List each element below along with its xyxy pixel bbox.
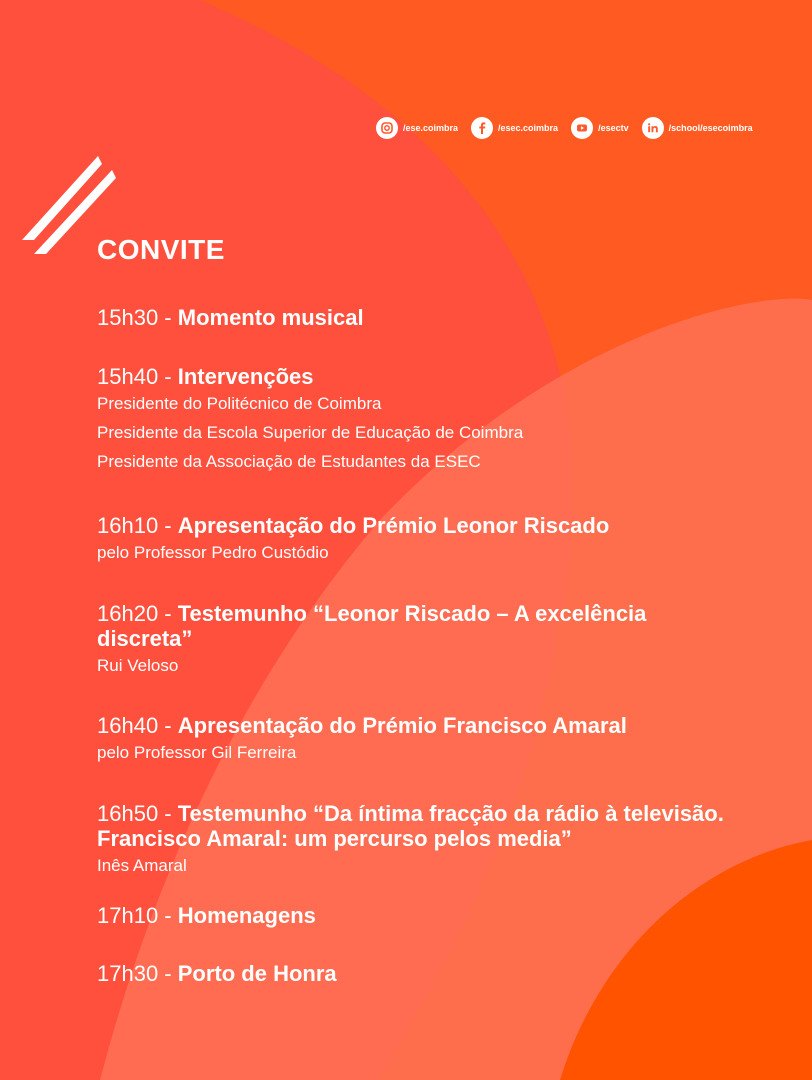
schedule-detail: Presidente do Politécnico de Coimbra	[97, 394, 382, 413]
schedule-event: Apresentação do Prémio Francisco Amaral	[177, 713, 627, 738]
social-link-linkedin[interactable]	[642, 117, 753, 139]
social-label: /school/esecoimbra	[668, 123, 753, 133]
schedule-item	[97, 513, 787, 567]
schedule-detail: Presidente da Associação de Estudantes da ESEC	[97, 452, 481, 471]
schedule-item	[97, 601, 707, 680]
schedule-item	[97, 801, 747, 880]
schedule-line	[97, 364, 787, 389]
schedule-detail: Rui Veloso	[97, 656, 179, 675]
schedule-item	[97, 903, 787, 928]
social-link-youtube[interactable]	[571, 117, 629, 139]
schedule-time: 17h10	[97, 903, 159, 928]
schedule-separator: -	[158, 801, 178, 826]
social-link-instagram[interactable]	[376, 117, 458, 139]
schedule-detail: pelo Professor Gil Ferreira	[97, 743, 297, 762]
schedule-item	[97, 305, 787, 330]
schedule-detail: Presidente da Escola Superior de Educação de Coimbra	[97, 423, 524, 442]
social-label: /esec.coimbra	[498, 123, 559, 133]
facebook-icon	[471, 117, 493, 139]
schedule-line	[97, 713, 787, 738]
social-label: /ese.coimbra	[403, 123, 459, 133]
schedule-time: 15h40	[97, 364, 159, 389]
schedule-detail: Inês Amaral	[97, 856, 187, 875]
schedule-separator: -	[158, 513, 178, 538]
schedule-item	[97, 364, 787, 476]
youtube-icon	[571, 117, 593, 139]
schedule-event: Testemunho “Leonor Riscado – A excelência discreta”	[97, 601, 647, 651]
schedule-detail: pelo Professor Pedro Custódio	[97, 543, 329, 562]
schedule-time: 16h20	[97, 601, 159, 626]
schedule-time: 16h40	[97, 713, 159, 738]
schedule-event: Momento musical	[177, 305, 364, 330]
schedule-time: 15h30	[97, 305, 159, 330]
schedule-line	[97, 601, 707, 651]
schedule-separator: -	[158, 961, 178, 986]
schedule-separator: -	[158, 713, 178, 738]
schedule-event: Testemunho “Da íntima fracção da rádio à televisão. Francisco Amaral: um percurso pelos media”	[97, 801, 724, 851]
schedule-event: Apresentação do Prémio Leonor Riscado	[177, 513, 610, 538]
schedule-line	[97, 513, 787, 538]
linkedin-icon	[642, 117, 664, 139]
schedule-time: 16h10	[97, 513, 159, 538]
schedule-event: Homenagens	[177, 903, 316, 928]
page-title: CONVITE	[97, 234, 225, 265]
schedule-line	[97, 305, 787, 330]
schedule-separator: -	[158, 601, 178, 626]
schedule-separator: -	[158, 364, 178, 389]
social-link-facebook[interactable]	[471, 117, 558, 139]
schedule-separator: -	[158, 903, 178, 928]
schedule-separator: -	[158, 305, 178, 330]
schedule-line	[97, 961, 787, 986]
schedule-line	[97, 903, 787, 928]
schedule-time: 16h50	[97, 801, 159, 826]
social-label: /esectv	[598, 123, 629, 133]
schedule-time: 17h30	[97, 961, 159, 986]
schedule-event: Intervenções	[177, 364, 314, 389]
schedule-event: Porto de Honra	[177, 961, 337, 986]
schedule-item	[97, 713, 787, 767]
schedule-line	[97, 801, 747, 851]
instagram-icon	[376, 117, 398, 139]
schedule-item	[97, 961, 787, 986]
social-links	[376, 117, 766, 139]
